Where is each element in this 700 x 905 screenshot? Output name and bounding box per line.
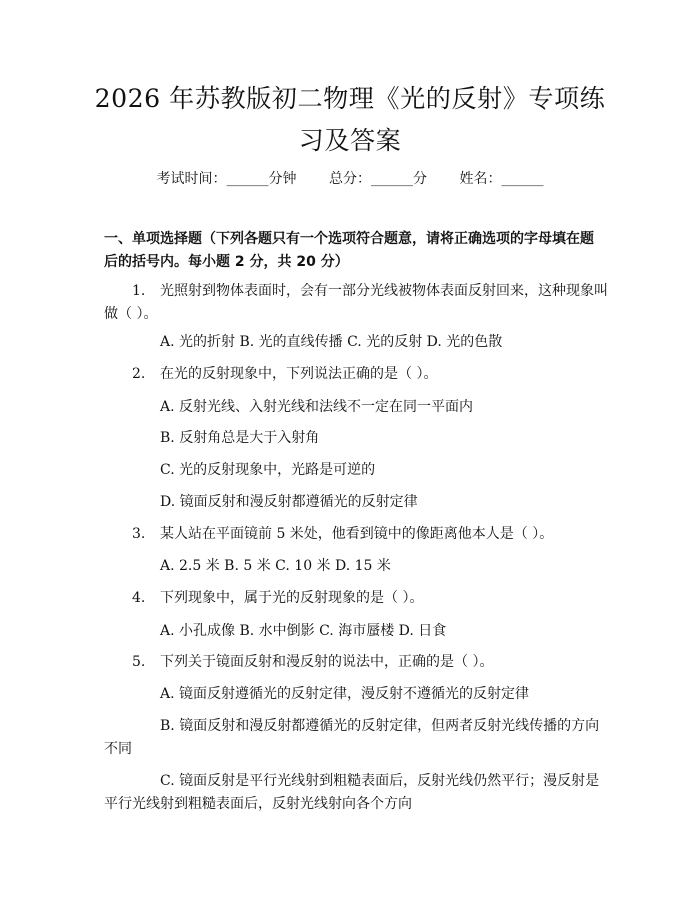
question-number: 4.: [132, 590, 146, 606]
question-stem: 下列现象中，属于光的反射现象的是（ ）。: [160, 590, 424, 606]
document-title: [70, 78, 630, 162]
section-heading-line-2: 后的括号内。每小题 2 分，共 20 分）: [104, 254, 349, 270]
option-d: D. 镜面反射和漫反射都遵循光的反射定律: [160, 494, 418, 510]
question-number: 2.: [132, 366, 146, 382]
section-heading-line-1: 一、单项选择题（下列各题只有一个选项符合题意，请将正确选项的字母填在题: [104, 231, 594, 247]
question-options: A. 光的折射 B. 光的直线传播 C. 光的反射 D. 光的色散: [160, 334, 503, 350]
option-c: C. 镜面反射是平行光线射到粗糙表面后，反射光线仍然平行；漫反射是: [160, 773, 600, 789]
question-stem: 在光的反射现象中，下列说法正确的是（ ）。: [160, 366, 438, 382]
question-options: A. 2.5 米 B. 5 米 C. 10 米 D. 15 米: [160, 558, 391, 574]
title-line-1: 2026 年苏教版初二物理《光的反射》专项练: [94, 84, 606, 113]
option-c-continued: 平行光线射到粗糙表面后，反射光线射向各个方向: [104, 796, 412, 812]
title-line-2: 习及答案: [298, 126, 402, 155]
option-c: C. 光的反射现象中，光路是可逆的: [160, 462, 376, 478]
option-a: A. 镜面反射遵循光的反射定律，漫反射不遵循光的反射定律: [160, 686, 530, 702]
option-b-continued: 不同: [104, 741, 132, 757]
question-stem-continued: 做（ ）。: [104, 306, 158, 322]
question-number: 1.: [132, 283, 146, 299]
option-b: B. 镜面反射和漫反射都遵循光的反射定律，但两者反射光线传播的方向: [160, 718, 600, 734]
question-stem: 光照射到物体表面时，会有一部分光线被物体表面反射回来，这种现象叫: [160, 283, 608, 299]
total-score-field: 总分：______分: [329, 171, 427, 187]
section-heading: [104, 228, 604, 274]
exam-meta: [0, 168, 700, 188]
exam-time-field: 考试时间：______分钟: [156, 171, 297, 187]
question-stem: 下列关于镜面反射和漫反射的说法中，正确的是（ ）。: [160, 654, 494, 670]
option-a: A. 反射光线、入射光线和法线不一定在同一平面内: [160, 399, 474, 415]
question-number: 3.: [132, 526, 146, 542]
option-b: B. 反射角总是大于入射角: [160, 430, 320, 446]
question-options: A. 小孔成像 B. 水中倒影 C. 海市蜃楼 D. 日食: [160, 623, 447, 639]
name-field: 姓名：______: [459, 171, 544, 187]
question-stem: 某人站在平面镜前 5 米处，他看到镜中的像距离他本人是（ ）。: [160, 526, 554, 542]
question-number: 5.: [132, 654, 146, 670]
